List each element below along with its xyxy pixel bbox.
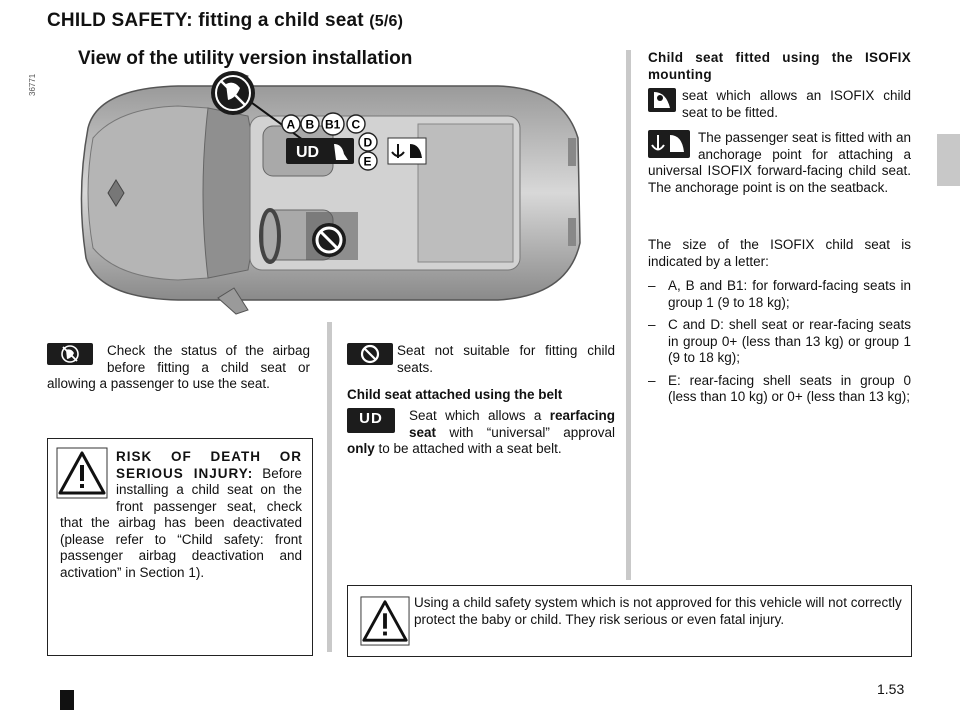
isofix-anchor-icon-small: [648, 130, 690, 158]
list-item: – A, B and B1: for forward-facing seats in group 1 (9 to 18 kg);: [648, 278, 911, 310]
anchorage-text: The passenger seat is fitted with an anchorage point for attaching a universal ISOFIX forward-facing child seat. The anchorage point is on the seatback.: [648, 130, 911, 195]
ud-paragraph: [347, 408, 615, 458]
not-suitable-text: Seat not suitable for fitting child seats.: [397, 343, 615, 375]
column-divider-right: [626, 50, 631, 580]
ud-text-a: Seat which allows a: [409, 408, 542, 423]
airbag-check-text: Check the status of the airbag before fitting a child seat or allowing a passenger to use the seat.: [47, 343, 310, 391]
ud-text-d: only: [347, 441, 375, 456]
ud-icon: UD: [347, 408, 395, 433]
list-item: – E: rear-facing shell seats in group 0 (less than 10 kg) or 0+ (less than 13 kg);: [648, 372, 911, 404]
ud-text-e: to be attached with a seat belt.: [378, 441, 562, 456]
risk-warning-text: Before installing a child seat on the front passenger seat, check that the airbag has been deactivated (please refer to “Child safety: front passenger airbag deactivation and activation” in Section 1).: [60, 465, 302, 580]
ud-badge: [286, 138, 354, 164]
risk-warning-box: [47, 438, 313, 656]
marker-c-label: C: [351, 117, 361, 132]
isofix-seat-icon: [648, 88, 676, 112]
section-tab: [937, 134, 960, 186]
reference-code: 36771: [28, 73, 37, 96]
no-child-seat-icon-small: [347, 343, 393, 365]
column-divider-left: [327, 322, 332, 652]
list-item-text: E: rear-facing shell seats in group 0 (less than 10 kg) or 0+ (less than 13 kg);: [668, 372, 911, 404]
ud-text-b: rearfacing seat: [409, 408, 615, 440]
ud-badge-label: UD: [296, 144, 320, 161]
corner-mark: [60, 690, 74, 710]
approval-warning-box: [347, 585, 912, 657]
no-child-seat-icon: [306, 212, 358, 260]
isofix-seat-text: seat which allows an ISOFIX child seat to be fitted.: [682, 88, 911, 120]
airbag-check-icon: [211, 71, 255, 115]
title-text: CHILD SAFETY: fitting a child seat: [47, 10, 364, 31]
warning-triangle-icon: [360, 596, 410, 646]
isofix-heading: [648, 50, 911, 83]
isofix-seat-paragraph: [648, 88, 911, 121]
diagram-subtitle: View of the utility version installation: [78, 48, 413, 69]
title-part: (5/6): [369, 13, 404, 30]
belt-heading: Child seat attached using the belt: [347, 387, 563, 402]
list-item: – C and D: shell seat or rear-facing seats in group 0+ (less than 13 kg) or group 1 (9 to 18 kg);: [648, 317, 911, 365]
isofix-anchor-icon: [388, 138, 426, 164]
marker-a-label: A: [286, 117, 296, 132]
list-item-text: C and D: shell seat or rear-facing seats in group 0+ (less than 13 kg) or group 1 (9 to 18 kg);: [668, 317, 911, 365]
page-number: 1.53: [877, 681, 905, 697]
anchorage-paragraph: [648, 130, 911, 196]
size-list: [648, 278, 911, 412]
list-item-text: A, B and B1: for forward-facing seats in group 1 (9 to 18 kg);: [668, 278, 911, 310]
airbag-check-paragraph: [47, 343, 310, 393]
marker-b1-label: B1: [325, 117, 341, 132]
page-title: [47, 10, 403, 32]
airbag-check-icon-small: [47, 343, 93, 365]
marker-d-label: D: [363, 135, 373, 150]
car-top-view-illustration: [58, 68, 593, 318]
marker-b-label: B: [305, 117, 315, 132]
size-intro: The size of the ISOFIX child seat is indicated by a letter:: [648, 237, 911, 269]
marker-e-label: E: [363, 154, 372, 169]
ud-text-c: with “universal” approval: [449, 424, 615, 440]
not-suitable-paragraph: [347, 343, 615, 376]
approval-warning-text: Using a child safety system which is not approved for this vehicle will not correctly protect the baby or child. They risk serious or even fatal injury.: [414, 595, 902, 627]
risk-warning-heading: RISK OF DEATH OR SERIOUS INJURY:: [116, 449, 302, 481]
isofix-heading-text: Child seat fitted using the ISOFIX mounting: [648, 50, 911, 82]
